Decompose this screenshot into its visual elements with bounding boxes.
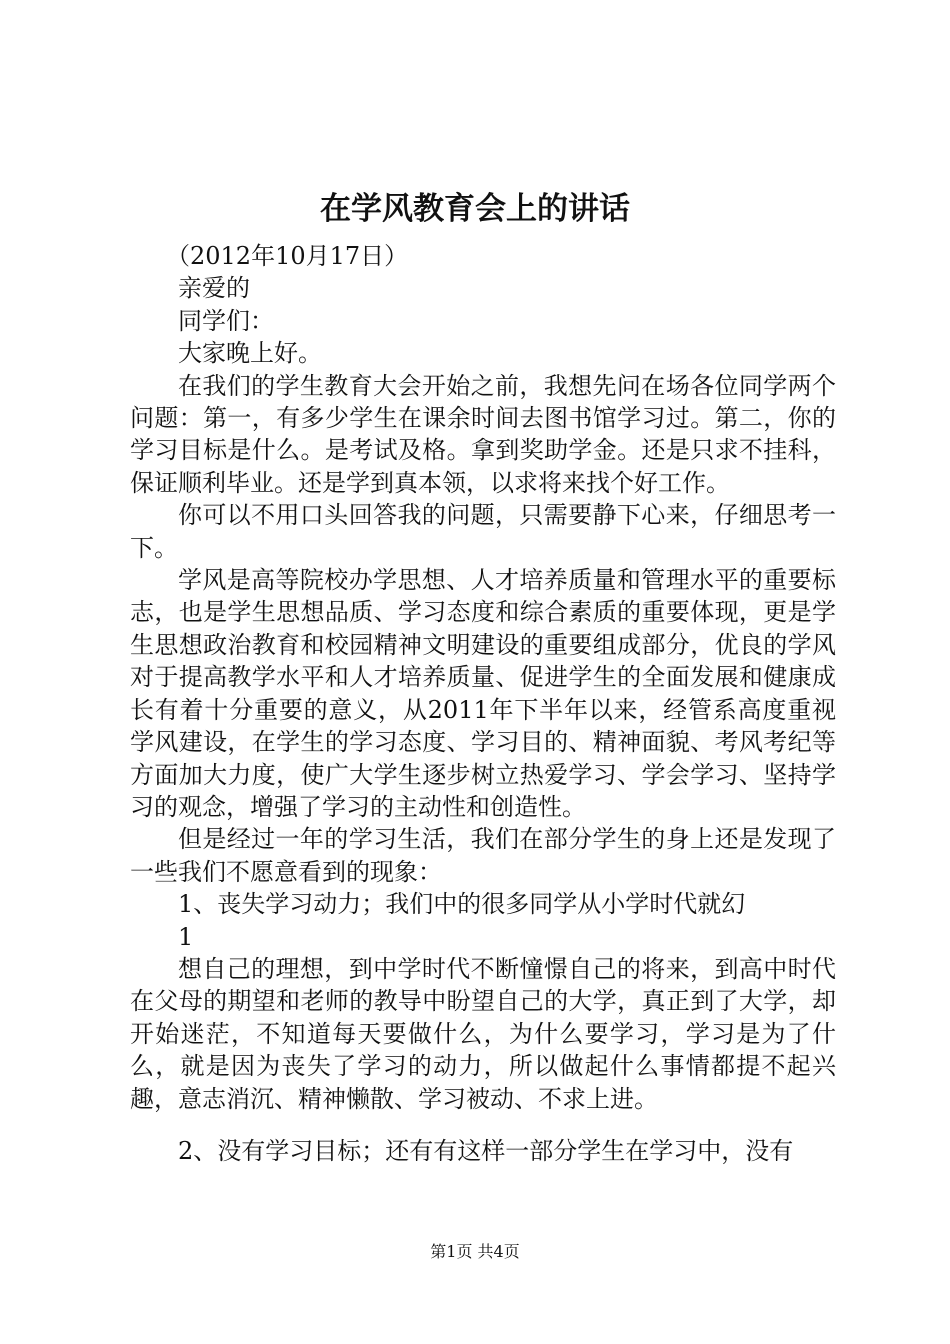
paragraph-phenomena: 但是经过一年的学习生活，我们在部分学生的身上还是发现了一些我们不愿意看到的现象：: [130, 825, 836, 886]
document-body: [130, 240, 836, 1167]
point-1-heading: 1、丧失学习动力；我们中的很多同学从小学时代就幻: [178, 890, 746, 919]
stray-page-number: 1: [178, 922, 194, 951]
document-title: 在学风教育会上的讲话: [320, 191, 630, 227]
point-1-body: 想自己的理想，到中学时代不断憧憬自己的将来，到高中时代在父母的期望和老师的教导中盼望自己的大学，真正到了大学，却开始迷茫，不知道每天要做什么，为什么要学习，学习是为了什么，就是因为丧失了学习的动力，所以做起什么事情都提不起兴趣，意志消沉、精神懒散、学习被动、不求上进。: [130, 954, 836, 1113]
page-footer: 第1页 共4页: [430, 1242, 520, 1261]
salutation-line-2: 同学们：: [178, 306, 274, 335]
speech-date: （2012年10月17日）: [166, 242, 409, 270]
salutation-line-1: 亲爱的: [178, 274, 250, 303]
paragraph-reflect: 你可以不用口头回答我的问题，只需要静下心来，仔细思考一下。: [130, 501, 836, 562]
greeting: 大家晚上好。: [178, 339, 322, 368]
point-2-heading: 2、没有学习目标；还有有这样一部分学生在学习中，没有: [178, 1136, 794, 1165]
paragraph-study-style: 学风是高等院校办学思想、人才培养质量和管理水平的重要标志，也是学生思想品质、学习态度和综合素质的重要体现，更是学生思想政治教育和校园精神文明建设的重要组成部分，优良的学风对于提高教学水平和人才培养质量、促进学生的全面发展和健康成长有着十分重要的意义，从2011年下半年以来，经管系高度重视学风建设，在学生的学习态度、学习目的、精神面貌、考风考纪等方面加大力度，使广大学生逐步树立热爱学习、学会学习、坚持学习的观念，增强了学习的主动性和创造性。: [130, 566, 836, 821]
paragraph-questions: 在我们的学生教育大会开始之前，我想先问在场各位同学两个问题：第一，有多少学生在课余时间去图书馆学习过。第二，你的学习目标是什么。是考试及格。拿到奖助学金。还是只求不挂科，保证顺利毕业。还是学到真本领，以求将来找个好工作。: [130, 371, 836, 497]
